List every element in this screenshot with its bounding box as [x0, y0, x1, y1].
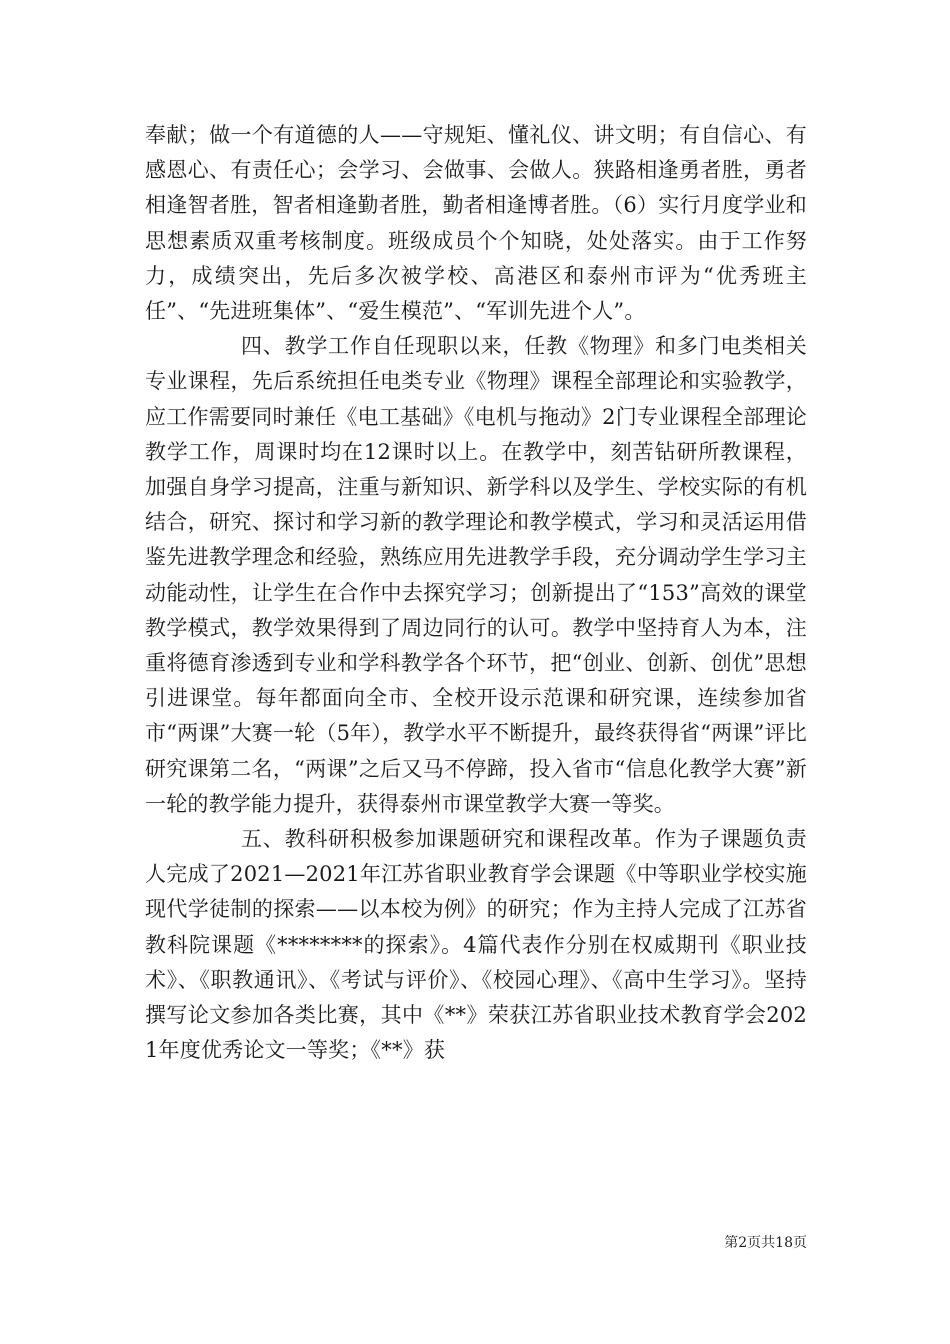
document-body: [145, 118, 807, 1068]
paragraph-teaching-work: 四、教学工作自任现职以来，任教《物理》和多门电类相关专业课程，先后系统担任电类专业《物理》课程全部理论和实验教学，应工作需要同时兼任《电工基础》《电机与拖动》2门专业课程全部理论教学工作，周课时均在12课时以上。在教学中，刻苦钻研所教课程，加强自身学习提高，注重与新知识、新学科以及学生、学校实际的有机结合，研究、探讨和学习新的教学理论和教学模式，学习和灵活运用借鉴先进教学理念和经验，熟练应用先进教学手段，充分调动学生学习主动能动性，让学生在合作中去探究学习；创新提出了“153”高效的课堂教学模式，教学效果得到了周边同行的认可。教学中坚持育人为本，注重将德育渗透到专业和学科教学各个环节，把“创业、创新、创优”思想引进课堂。每年都面向全市、全校开设示范课和研究课，连续参加省市“两课”大赛一轮（5年），教学水平不断提升，最终获得省“两课”评比研究课第二名，“两课”之后又马不停蹄，投入省市“信息化教学大赛”新一轮的教学能力提升，获得泰州市课堂教学大赛一等奖。: [145, 334, 807, 816]
paragraph-class-management: 奉献；做一个有道德的人——守规矩、懂礼仪、讲文明；有自信心、有感恩心、有责任心；会学习、会做事、会做人。狭路相逢勇者胜，勇者相逢智者胜，智者相逢勤者胜，勤者相逢博者胜。（6）实行月度学业和思想素质双重考核制度。班级成员个个知晓，处处落实。由于工作努力，成绩突出，先后多次被学校、高港区和泰州市评为“优秀班主任”、“先进班集体”、“爱生模范”、“军训先进个人”。: [145, 123, 807, 324]
page-number: 第2页共18页: [724, 1235, 807, 1251]
paragraph-research-work: 五、教科研积极参加课题研究和课程改革。作为子课题负责人完成了2021—2021年江苏省职业教育学会课题《中等职业学校实施现代学徒制的探索——以本校为例》的研究；作为主持人完成了江苏省教科院课题《********的探索》。4篇代表作分别在权威期刊《职业技术》、《职教通讯》、《考试与评价》、《校园心理》、《高中生学习》。坚持撰写论文参加各类比赛，其中《**》荣获江苏省职业技术教育学会2021年度优秀论文一等奖；《**》获: [145, 827, 807, 1063]
